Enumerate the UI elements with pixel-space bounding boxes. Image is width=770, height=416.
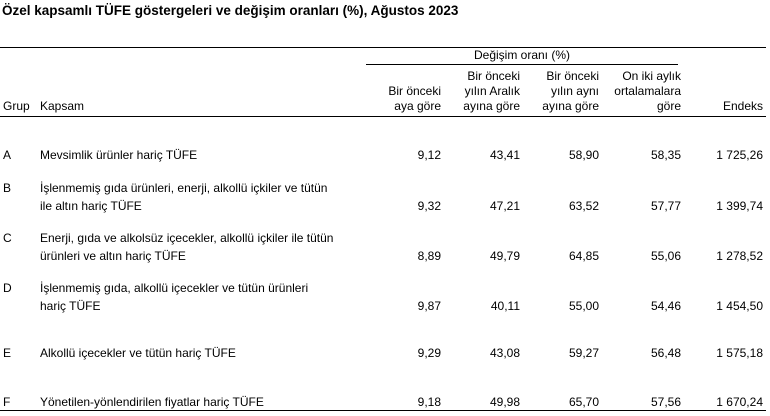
row-change-value: 57,77 — [650, 199, 681, 213]
row-change-value: 9,12 — [417, 148, 441, 162]
column-header-1-line-1: Bir önceki — [388, 84, 441, 98]
column-header-2-line-1: Bir önceki — [467, 69, 520, 83]
row-change-value: 49,79 — [489, 249, 520, 263]
header-kapsam: Kapsam — [40, 99, 85, 113]
row-change-value: 49,98 — [489, 395, 520, 409]
change-rate-group-header: Değişim oranı (%) — [473, 48, 571, 62]
row-change-value: 58,90 — [568, 148, 599, 162]
column-header-3-line-2: yılın aynı — [550, 84, 599, 98]
row-endeks-value: 1 575,18 — [716, 346, 763, 360]
row-grup: B — [3, 181, 12, 195]
row-change-value: 9,29 — [417, 346, 441, 360]
row-kapsam-line: Alkollü içecekler ve tütün hariç TÜFE — [40, 346, 236, 360]
row-endeks-value: 1 454,50 — [716, 299, 763, 313]
row-kapsam-line: İşlenmemiş gıda, alkollü içecekler ve tütün ürünleri — [40, 281, 309, 295]
row-endeks-value: 1 278,52 — [716, 249, 763, 263]
row-change-value: 9,18 — [417, 395, 441, 409]
column-header-5-line-1: Endeks — [722, 99, 763, 113]
column-header-4-line-3: göre — [656, 99, 681, 113]
column-header-3-line-3: ayına göre — [542, 99, 599, 113]
row-kapsam-line: Yönetilen-yönlendirilen fiyatlar hariç TÜFE — [40, 395, 264, 409]
row-change-value: 43,41 — [489, 148, 520, 162]
row-change-value: 58,35 — [650, 148, 681, 162]
row-endeks-value: 1 670,24 — [716, 395, 763, 409]
column-header-3-line-1: Bir önceki — [546, 69, 599, 83]
row-change-value: 9,32 — [417, 199, 441, 213]
row-change-value: 64,85 — [568, 249, 599, 263]
row-kapsam-line: hariç TÜFE — [40, 299, 101, 313]
column-header-4-line-2: ortalamalara — [614, 84, 681, 98]
row-endeks-value: 1 399,74 — [716, 199, 763, 213]
row-kapsam-line: İşlenmemiş gıda ürünleri, enerji, alkollü içkiler ve tütün — [40, 181, 328, 195]
change-rate-group-rule — [366, 64, 678, 65]
row-kapsam-line: ürünleri ve altın hariç TÜFE — [40, 249, 186, 263]
row-change-value: 54,46 — [650, 299, 681, 313]
row-change-value: 55,00 — [568, 299, 599, 313]
row-change-value: 55,06 — [650, 249, 681, 263]
column-header-1-line-2: aya göre — [394, 99, 441, 113]
row-change-value: 56,48 — [650, 346, 681, 360]
row-grup: A — [3, 148, 12, 162]
row-kapsam-line: Enerji, gıda ve alkolsüz içecekler, alkollü içkiler ile tütün — [40, 231, 334, 245]
table-title: Özel kapsamlı TÜFE göstergeleri ve değişim oranları (%), Ağustos 2023 — [2, 3, 459, 18]
bottom-rule — [0, 410, 766, 411]
header-rule — [0, 116, 766, 117]
row-grup: F — [3, 395, 11, 409]
row-change-value: 40,11 — [490, 299, 520, 313]
column-header-4-line-1: On iki aylık — [622, 69, 681, 83]
row-endeks-value: 1 725,26 — [716, 148, 763, 162]
column-header-2-line-2: yılın Aralık — [464, 84, 520, 98]
row-change-value: 57,56 — [650, 395, 681, 409]
row-change-value: 63,52 — [568, 199, 599, 213]
row-change-value: 47,21 — [489, 199, 520, 213]
header-grup: Grup — [3, 99, 30, 113]
row-kapsam-line: ile altın hariç TÜFE — [40, 199, 142, 213]
row-change-value: 43,08 — [489, 346, 520, 360]
column-header-2-line-3: ayına göre — [463, 99, 520, 113]
row-change-value: 59,27 — [568, 346, 599, 360]
row-grup: C — [3, 231, 12, 245]
row-change-value: 8,89 — [417, 249, 441, 263]
row-kapsam-line: Mevsimlik ürünler hariç TÜFE — [40, 148, 198, 162]
row-grup: E — [3, 346, 12, 360]
row-change-value: 9,87 — [417, 299, 441, 313]
row-grup: D — [3, 281, 12, 295]
row-change-value: 65,70 — [568, 395, 599, 409]
